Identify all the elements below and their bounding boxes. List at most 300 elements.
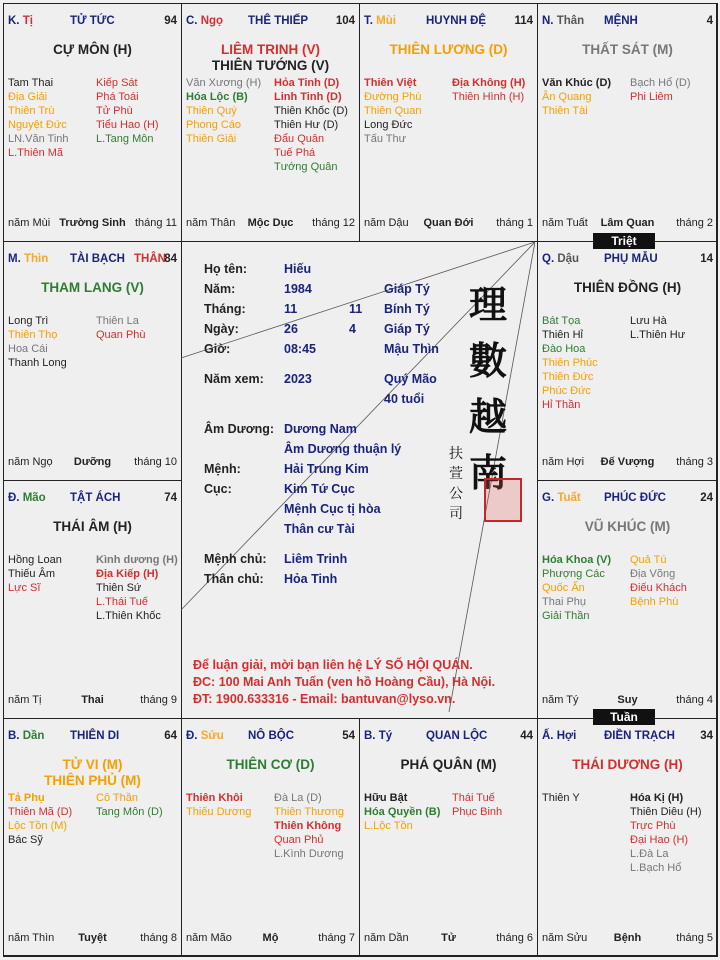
minor-star: Thiên Mã (D) <box>8 806 73 818</box>
palace-cell[interactable] <box>3 718 182 957</box>
red-seal <box>484 478 522 522</box>
minor-star: Thiên Hình (H) <box>452 91 525 103</box>
cuc-note: Mệnh Cục tị hòa <box>284 502 381 516</box>
hour-value: 08:45 <box>284 342 316 356</box>
major-star: THIÊN LƯƠNG (D) <box>389 42 508 57</box>
palace-cell[interactable] <box>3 3 182 242</box>
major-star: THIÊN TƯỚNG (V) <box>211 58 330 73</box>
minor-star: Quốc Ấn <box>542 582 585 594</box>
major-star: THAM LANG (V) <box>41 280 144 295</box>
palace-branch <box>542 15 584 27</box>
minor-star: Quan Phủ <box>274 834 324 846</box>
year-label: Năm: <box>204 282 236 296</box>
minor-stars-left <box>8 553 62 595</box>
palace-cell[interactable] <box>537 718 718 957</box>
minor-star: Thiên Trù <box>8 105 55 117</box>
palace-name: ĐIỀN TRẠCH <box>604 730 675 742</box>
minor-star: Tang Môn (D) <box>96 806 163 818</box>
minor-stars-right <box>96 314 146 342</box>
minor-star: Địa Võng <box>630 568 676 580</box>
palace-age-number: 44 <box>520 730 533 742</box>
minor-stars-left <box>8 791 72 847</box>
minor-star: Bát Tọa <box>542 315 581 327</box>
branch-name: Tị <box>22 15 33 27</box>
minor-star: Long Trì <box>8 315 49 327</box>
logo-char-4: 南 <box>469 450 508 495</box>
minor-star: Tướng Quân <box>274 161 338 173</box>
palace-cell[interactable] <box>181 718 360 957</box>
palace-age-number: 54 <box>342 730 355 742</box>
minor-star: Đào Hoa <box>542 343 586 355</box>
palace-branch <box>542 730 576 742</box>
minor-star: Bạch Hổ (D) <box>630 77 691 89</box>
palace-stage: Dưỡng <box>73 456 112 468</box>
palace-header <box>542 492 713 508</box>
major-star: CỰ MÔN (H) <box>53 42 132 57</box>
branch-stem-letter: T. <box>364 15 377 27</box>
palace-cell[interactable] <box>181 3 360 242</box>
minor-star: Trực Phù <box>630 820 676 832</box>
minor-stars-left <box>8 76 69 160</box>
palace-name: TÀI BẠCH <box>70 253 125 265</box>
contact-phone-email: ĐT: 1900.633316 - Email: bantuvan@lyso.vn. <box>193 692 456 706</box>
palace-stage: Trường Sinh <box>59 217 126 229</box>
minor-star: Tấu Thư <box>364 133 407 145</box>
minor-star: Đẩu Quân <box>274 133 325 145</box>
minor-star: Giải Thần <box>542 610 590 622</box>
minor-star: Tam Thai <box>8 77 54 89</box>
thanchu-label: Thân chủ: <box>204 572 264 586</box>
minor-stars-right <box>630 553 687 609</box>
palace-footer <box>186 932 355 946</box>
month-lunar: 11 <box>349 302 363 316</box>
minor-star: L.Bạch Hổ <box>630 862 682 874</box>
palace-year: năm Hợi <box>542 456 585 468</box>
palace-footer <box>542 932 713 946</box>
palace-month: tháng 11 <box>134 217 177 229</box>
palace-year: năm Tị <box>8 694 42 706</box>
palace-age-number: 94 <box>164 15 177 27</box>
minor-star: Địa Không (H) <box>452 77 526 89</box>
branch-name: Dậu <box>557 253 580 265</box>
minor-star: L.Thái Tuế <box>96 596 148 608</box>
branch-stem-letter: N. <box>542 15 557 27</box>
palace-age-number: 34 <box>700 730 713 742</box>
minor-stars-right <box>452 791 502 819</box>
minor-star: Thái Tuế <box>452 792 495 804</box>
minor-star: Thiên Tài <box>542 105 588 117</box>
palace-header <box>542 730 713 746</box>
palace-branch <box>8 492 46 504</box>
minor-star: Thiên Đức <box>542 371 594 383</box>
palace-name: TẬT ÁCH <box>70 492 121 504</box>
minor-star: Thiếu Âm <box>8 568 56 580</box>
branch-stem-letter: B. <box>8 730 23 742</box>
branch-stem-letter: Đ. <box>8 492 23 504</box>
palace-stage: Thai <box>81 694 104 706</box>
minor-star: Phá Toái <box>96 91 139 103</box>
minor-star: Thiên La <box>96 315 139 327</box>
minor-star: Hỏa Tinh (D) <box>274 77 340 89</box>
major-star: VŨ KHÚC (M) <box>584 519 671 534</box>
palace-cell[interactable] <box>3 241 182 481</box>
palace-stage: Lâm Quan <box>600 217 655 229</box>
palace-month: tháng 1 <box>496 217 533 229</box>
major-star: LIÊM TRINH (V) <box>221 42 320 57</box>
minor-star: Thanh Long <box>8 357 67 369</box>
than-marker: THÂN <box>134 253 166 265</box>
year-value: 1984 <box>284 282 312 296</box>
minor-stars-right <box>630 76 691 104</box>
minor-star: Bệnh Phù <box>630 596 679 608</box>
minor-star: Hoa Cái <box>8 343 48 355</box>
minor-star: Quan Phù <box>96 329 146 341</box>
minor-star: L.Tang Môn <box>96 133 154 145</box>
minor-stars-right <box>274 791 344 861</box>
branch-name: Ngọ <box>200 15 224 27</box>
palace-cell[interactable] <box>359 3 538 242</box>
minor-star: Thiên Không <box>274 820 342 832</box>
palace-branch <box>8 730 44 742</box>
palace-branch <box>8 15 33 27</box>
palace-year: năm Thìn <box>8 932 55 944</box>
minor-star: Lộc Tồn (M) <box>8 820 68 832</box>
minor-stars-left <box>186 791 251 819</box>
tuan-tag: Tuần <box>593 709 655 725</box>
palace-name: PHỤ MẪU <box>604 253 658 265</box>
triet-tag: Triệt <box>593 233 655 249</box>
minor-star: Tử Phù <box>96 105 133 117</box>
palace-name: MỆNH <box>604 15 638 27</box>
palace-stage: Bệnh <box>613 932 642 944</box>
major-star: THIÊN CƠ (D) <box>226 757 315 772</box>
logo-char-1: 理 <box>469 282 508 327</box>
minor-stars-right <box>274 76 348 174</box>
palace-header <box>186 730 355 746</box>
minor-star: Linh Tinh (D) <box>274 91 342 103</box>
palace-header <box>364 15 533 31</box>
minor-stars-right <box>630 791 702 875</box>
palace-year: năm Mùi <box>8 217 51 229</box>
minor-stars-left <box>8 314 67 370</box>
palace-name: PHÚC ĐỨC <box>604 492 666 504</box>
palace-month: tháng 5 <box>676 932 713 944</box>
palace-year: năm Mão <box>186 932 232 944</box>
palace-header <box>8 730 177 746</box>
amduong-label: Âm Dương: <box>204 422 275 436</box>
palace-month: tháng 12 <box>312 217 355 229</box>
palace-branch <box>542 253 579 265</box>
minor-star: Phi Liêm <box>630 91 673 103</box>
thanchu-value: Hỏa Tinh <box>284 572 338 586</box>
minor-star: Hóa Kị (H) <box>630 792 684 804</box>
branch-stem-letter: Đ. <box>186 730 201 742</box>
minor-star: L.Thiên Mã <box>8 147 64 159</box>
palace-name: TỬ TỨC <box>70 15 115 27</box>
minor-stars-right <box>630 314 685 342</box>
palace-cell[interactable] <box>537 241 718 481</box>
minor-star: Hóa Quyền (B) <box>364 806 441 818</box>
palace-age-number: 14 <box>700 253 713 265</box>
palace-branch <box>364 15 396 27</box>
logo-small-2: 萱 <box>449 466 463 482</box>
major-star: THẤT SÁT (M) <box>582 42 673 57</box>
palace-cell[interactable] <box>3 480 182 719</box>
than-cu: Thân cư Tài <box>284 522 355 536</box>
minor-star: Thiên Y <box>542 792 580 804</box>
branch-name: Tý <box>378 730 393 742</box>
minor-star: Đại Hao (H) <box>630 834 689 846</box>
minor-star: Hỉ Thần <box>542 399 581 411</box>
palace-footer <box>542 456 713 470</box>
hour-canchi: Mậu Thìn <box>384 342 439 356</box>
name-value: Hiếu <box>284 262 312 276</box>
minor-star: Thiên Quan <box>364 105 422 117</box>
palace-footer <box>8 932 177 946</box>
minor-star: Hữu Bật <box>364 792 408 804</box>
minor-star: Văn Khúc (D) <box>542 77 612 89</box>
major-star: THÁI ÂM (H) <box>53 519 132 534</box>
minor-star: Quả Tú <box>630 554 667 566</box>
palace-age-number: 74 <box>164 492 177 504</box>
branch-stem-letter: B. <box>364 730 379 742</box>
branch-name: Tuất <box>557 492 581 504</box>
palace-stage: Tuyệt <box>78 932 107 944</box>
palace-month: tháng 9 <box>140 694 177 706</box>
amduong-value: Dương Nam <box>284 422 357 436</box>
minor-stars-left <box>542 791 580 805</box>
palace-month: tháng 4 <box>676 694 713 706</box>
minor-stars-right <box>96 76 159 146</box>
menh-value: Hải Trung Kim <box>284 462 369 476</box>
year-canchi: Giáp Tý <box>384 282 430 296</box>
contact-line-1: Để luận giải, mời bạn liên hệ LÝ SỐ HỘI QUÁN. <box>193 658 473 672</box>
palace-name: THÊ THIẾP <box>248 15 309 27</box>
logo-char-3: 越 <box>469 394 508 439</box>
minor-star: L.Thiên Khốc <box>96 610 161 622</box>
minor-star: Kiếp Sát <box>96 77 138 89</box>
view-year-canchi: Quý Mão <box>384 372 437 386</box>
age-value: 40 tuổi <box>384 392 425 406</box>
center-info-panel <box>179 238 535 712</box>
branch-name: Mão <box>22 492 46 504</box>
palace-footer <box>8 456 177 470</box>
palace-month: tháng 6 <box>496 932 533 944</box>
palace-branch <box>186 15 223 27</box>
minor-stars-right <box>452 76 525 104</box>
minor-star: Kình dương (H) <box>96 554 178 566</box>
minor-stars-left <box>542 76 611 118</box>
branch-name: Mùi <box>376 15 396 27</box>
palace-header <box>8 492 177 508</box>
palace-cell[interactable] <box>537 3 718 242</box>
minor-star: Thiên Khôi <box>186 792 243 804</box>
minor-star: Thiên Thọ <box>8 329 58 341</box>
palace-year: năm Dần <box>364 932 409 944</box>
palace-stage: Quan Đới <box>423 217 474 229</box>
minor-star: Tả Phụ <box>8 792 45 804</box>
day-solar: 26 <box>284 322 298 336</box>
cuc-label: Cục: <box>204 482 232 496</box>
minor-stars-right <box>96 791 163 819</box>
palace-stage: Suy <box>617 694 638 706</box>
branch-name: Thìn <box>23 253 49 265</box>
palace-footer <box>364 932 533 946</box>
view-year-value: 2023 <box>284 372 312 386</box>
palace-cell[interactable] <box>359 718 538 957</box>
palace-month: tháng 10 <box>134 456 177 468</box>
major-star: PHÁ QUÂN (M) <box>400 757 497 772</box>
palace-name: QUAN LỘC <box>426 730 488 742</box>
day-canchi: Giáp Tý <box>384 322 430 336</box>
minor-star: Thiên Diêu (H) <box>630 806 702 818</box>
palace-cell[interactable] <box>537 480 718 719</box>
palace-age-number: 104 <box>335 15 355 27</box>
branch-stem-letter: Ấ. <box>542 730 557 742</box>
palace-name: NÔ BỘC <box>248 730 294 742</box>
palace-age-number: 64 <box>164 730 177 742</box>
minor-star: Nguyệt Đức <box>8 119 67 131</box>
palace-name: THIÊN DI <box>70 730 120 742</box>
palace-age-number: 4 <box>706 15 713 27</box>
minor-star: Phục Binh <box>452 806 503 818</box>
palace-name: HUYNH ĐỆ <box>426 15 487 27</box>
branch-name: Thân <box>556 15 585 27</box>
minor-star: Đường Phù <box>364 91 422 103</box>
minor-star: Thiên Sứ <box>96 582 142 594</box>
palace-footer <box>542 694 713 708</box>
logo-small-1: 扶 <box>449 446 463 462</box>
palace-header <box>8 253 177 269</box>
minor-star: L.Đà La <box>630 848 669 860</box>
major-star: TỬ VI (M) <box>62 757 123 772</box>
minor-star: Thiên Phúc <box>542 357 598 369</box>
palace-footer <box>542 217 713 231</box>
palace-header <box>186 15 355 31</box>
minor-star: Phúc Đức <box>542 385 591 397</box>
major-star: THIÊN ĐỒNG (H) <box>573 280 682 295</box>
contact-address: ĐC: 100 Mai Anh Tuấn (ven hồ Hoàng Cầu), Hà Nội. <box>193 675 496 689</box>
minor-star: L.Lộc Tồn <box>364 820 413 832</box>
palace-year: năm Tý <box>542 694 579 706</box>
palace-age-number: 84 <box>164 253 177 265</box>
palace-footer <box>8 217 177 231</box>
minor-star: Thiên Hư (D) <box>274 119 339 131</box>
minor-star: Bác Sỹ <box>8 834 43 846</box>
day-lunar: 4 <box>349 322 356 336</box>
palace-branch <box>364 730 392 742</box>
minor-star: Điếu Khách <box>630 582 687 594</box>
branch-name: Sửu <box>200 730 224 742</box>
palace-stage: Mộc Dục <box>247 217 294 229</box>
major-star: THÁI DƯƠNG (H) <box>572 757 683 772</box>
month-label: Tháng: <box>204 302 246 316</box>
palace-year: năm Thân <box>186 217 236 229</box>
branch-stem-letter: C. <box>186 15 201 27</box>
minor-star: Hóa Lộc (B) <box>186 91 248 103</box>
minor-star: Tuế Phá <box>274 147 316 159</box>
palace-stage: Đế Vượng <box>600 456 655 468</box>
minor-star: Phong Cáo <box>186 119 242 131</box>
minor-star: Lực Sĩ <box>8 582 41 594</box>
minor-star: Thiên Thương <box>274 806 345 818</box>
palace-branch <box>186 730 224 742</box>
minor-star: Thiếu Dương <box>186 806 252 818</box>
menh-label: Mệnh: <box>204 462 241 476</box>
palace-header <box>542 15 713 31</box>
palace-branch <box>8 253 48 265</box>
minor-star: Cô Thần <box>96 792 138 804</box>
hour-label: Giờ: <box>204 342 231 356</box>
minor-star: Ân Quang <box>542 91 592 103</box>
palace-month: tháng 8 <box>140 932 177 944</box>
minor-star: Đà La (D) <box>274 792 322 804</box>
minor-star: Long Đức <box>364 119 413 131</box>
minor-stars-right <box>96 553 178 623</box>
palace-stage: Tử <box>441 932 456 944</box>
minor-star: Địa Kiếp (H) <box>96 568 159 580</box>
palace-month: tháng 3 <box>676 456 713 468</box>
branch-stem-letter: M. <box>8 253 24 265</box>
minor-star: Văn Xương (H) <box>186 77 262 89</box>
minor-stars-left <box>542 314 598 412</box>
minor-star: Thiên Hỉ <box>542 329 583 341</box>
day-label: Ngày: <box>204 322 239 336</box>
month-solar: 11 <box>284 302 298 316</box>
minor-star: Hóa Khoa (V) <box>542 554 612 566</box>
logo-small-3: 公 <box>449 486 463 502</box>
palace-year: năm Tuất <box>542 217 588 229</box>
palace-header <box>8 15 177 31</box>
minor-star: Tiểu Hao (H) <box>96 119 159 131</box>
palace-age-number: 114 <box>514 15 533 27</box>
branch-name: Hợi <box>556 730 577 742</box>
palace-branch <box>542 492 581 504</box>
palace-age-number: 24 <box>700 492 713 504</box>
minor-star: Thiên Khốc (D) <box>274 105 348 117</box>
branch-name: Dần <box>22 730 45 742</box>
view-year-label: Năm xem: <box>204 372 264 386</box>
minor-star: Hồng Loan <box>8 554 62 566</box>
palace-stage: Mộ <box>262 932 279 944</box>
logo-small-4: 司 <box>449 506 463 522</box>
minor-star: Thiên Giải <box>186 133 237 145</box>
palace-year: năm Ngọ <box>8 456 53 468</box>
minor-star: Lưu Hà <box>630 315 667 327</box>
minor-stars-left <box>186 76 261 146</box>
palace-header <box>364 730 533 746</box>
minor-star: Phượng Các <box>542 568 605 580</box>
menhchu-value: Liêm Trinh <box>284 552 348 566</box>
minor-star: L.Thiên Hư <box>630 329 686 341</box>
minor-star: Địa Giải <box>8 91 48 103</box>
minor-stars-left <box>364 791 440 833</box>
major-star: THIÊN PHỦ (M) <box>44 773 141 788</box>
month-canchi: Bính Tý <box>384 302 430 316</box>
branch-stem-letter: Q. <box>542 253 558 265</box>
palace-month: tháng 2 <box>676 217 713 229</box>
minor-stars-left <box>542 553 611 623</box>
logo-char-2: 數 <box>469 338 508 383</box>
palace-header <box>542 253 713 269</box>
branch-stem-letter: G. <box>542 492 558 504</box>
minor-star: Thiên Quý <box>186 105 237 117</box>
minor-star: LN.Văn Tinh <box>8 133 69 145</box>
cuc-value: Kim Tứ Cục <box>284 482 355 496</box>
menhchu-label: Mệnh chủ: <box>204 552 267 566</box>
branch-stem-letter: K. <box>8 15 23 27</box>
palace-footer <box>364 217 533 231</box>
